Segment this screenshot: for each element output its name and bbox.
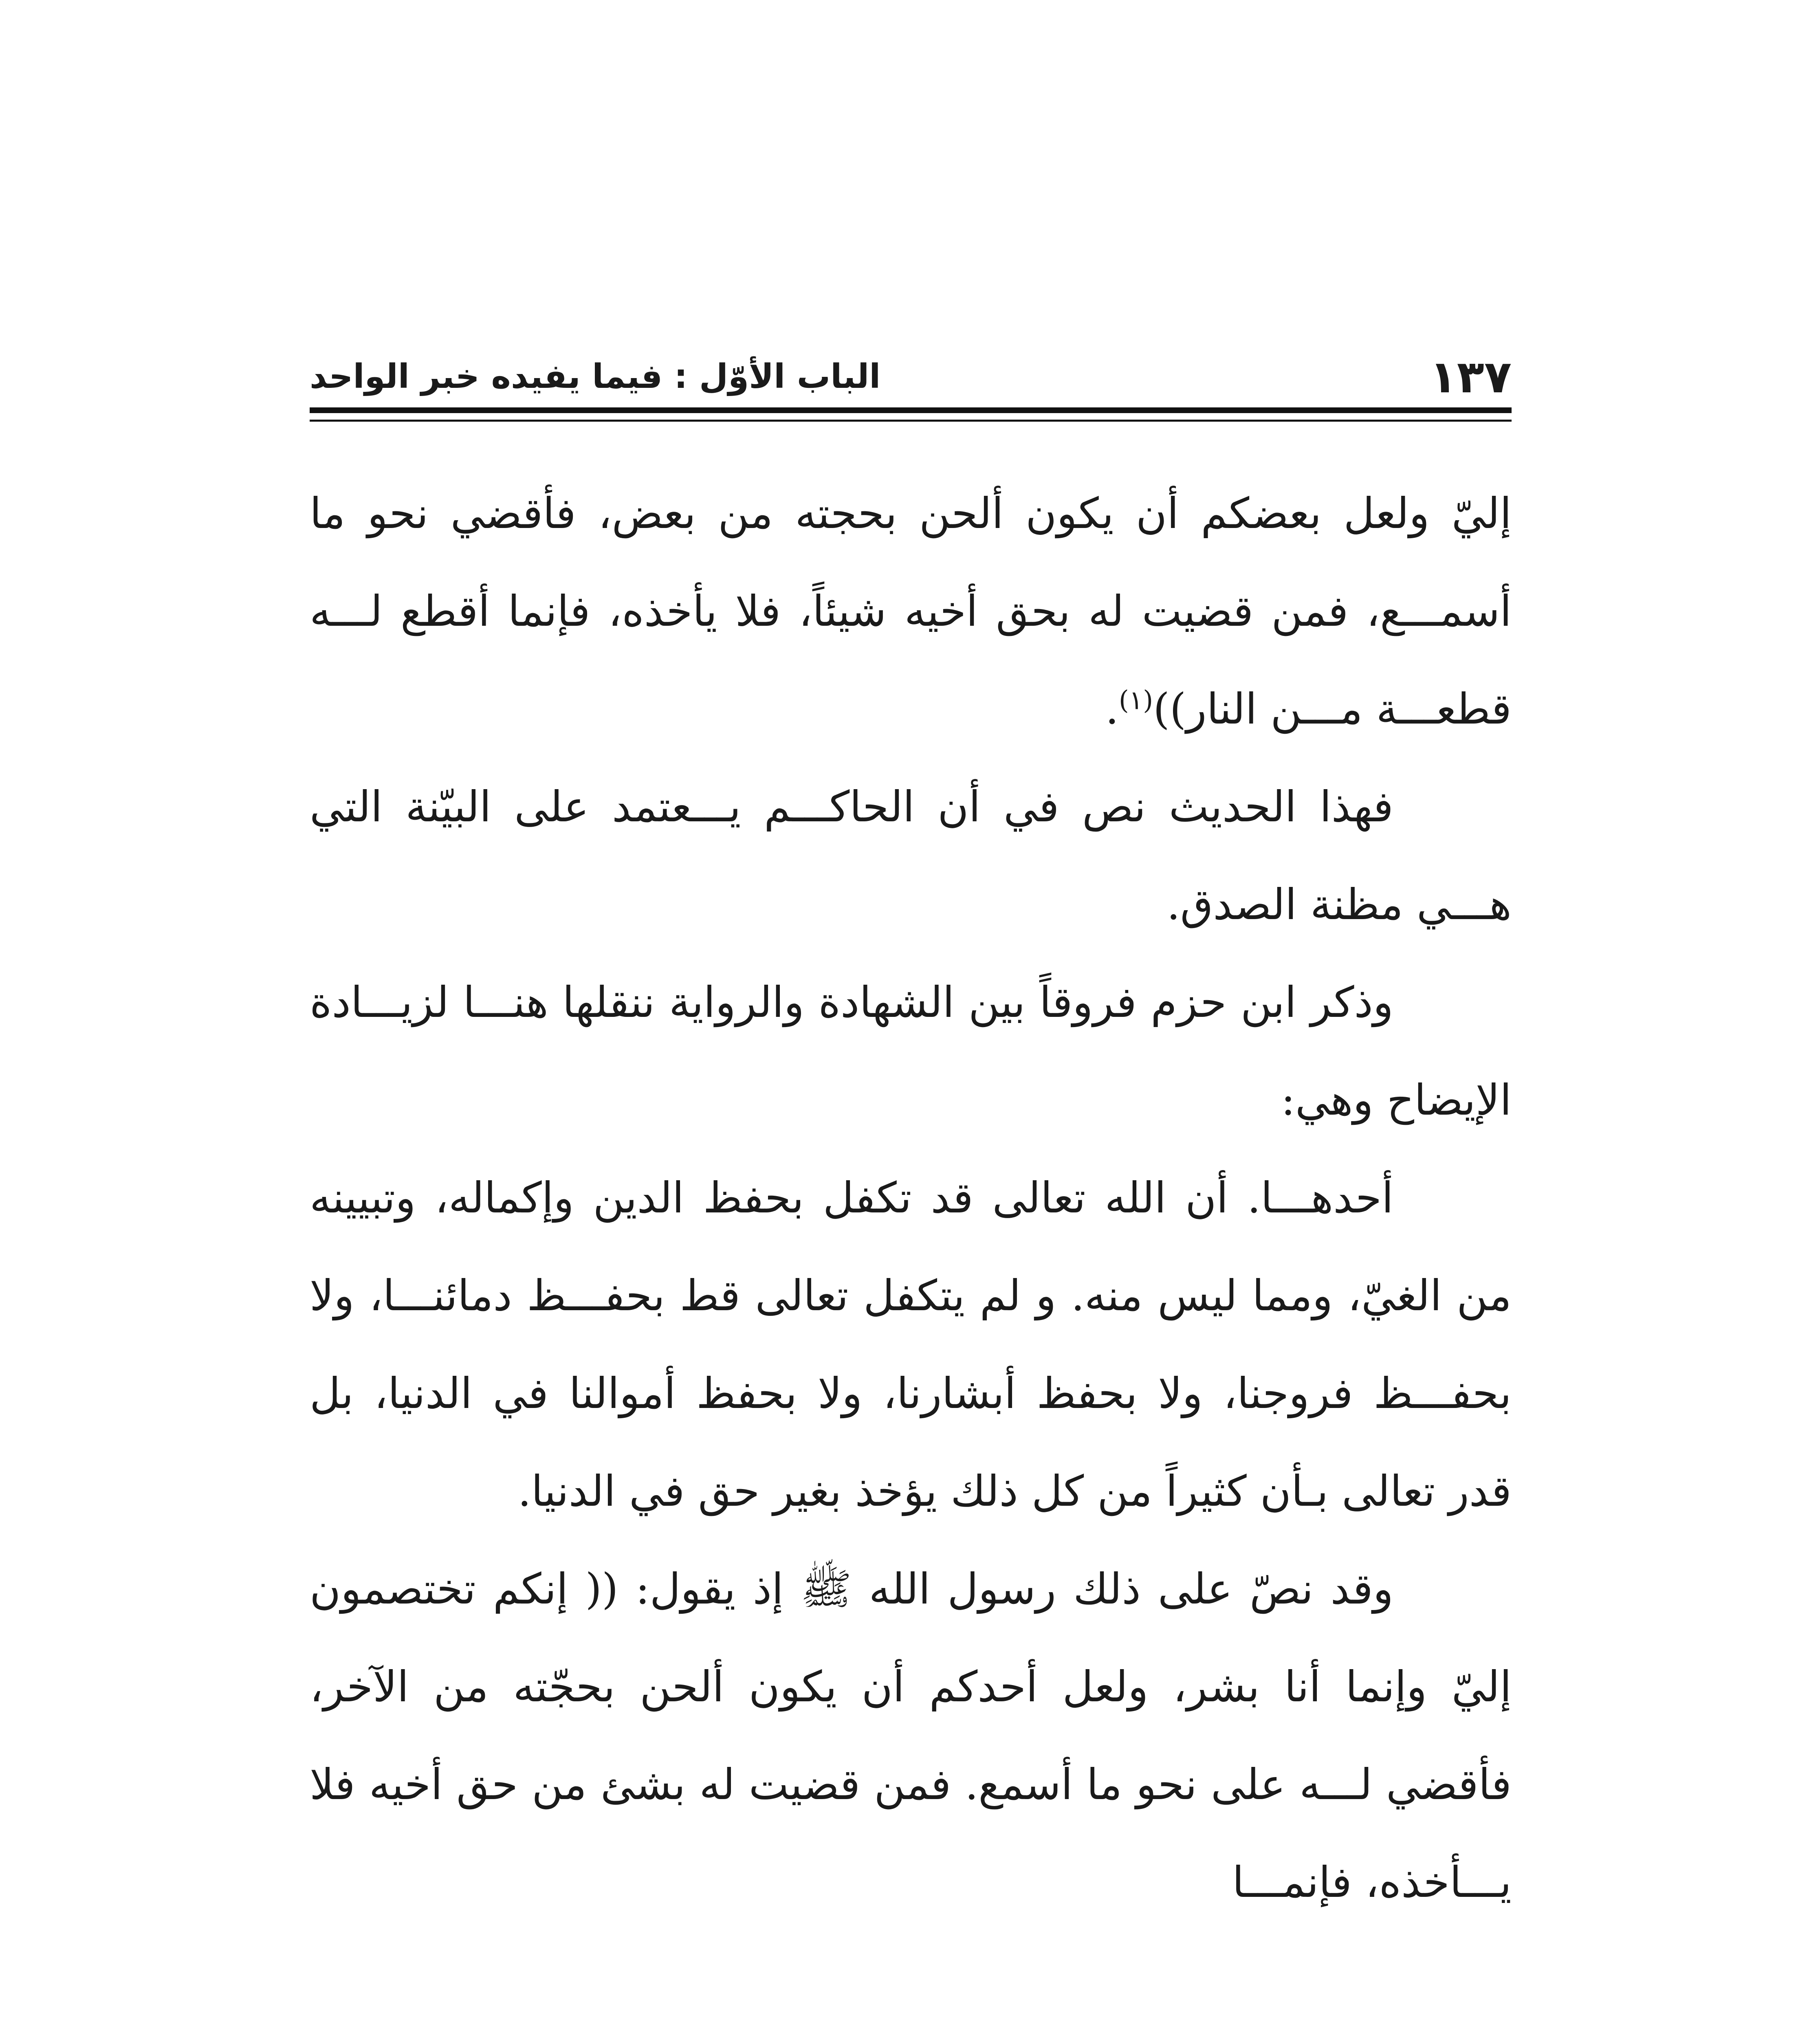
paragraph-first-difference: أحدهـــا. أن الله تعالى قد تكفل بحفظ الدين وإكماله، وتبيينه من الغيّ، ومما ليس منه. و لم يتكفل تعالى قط بحفـــظ دمائنـــا، ولا بحفـــظ فروجنا، ولا بحفظ أبشارنا، ولا بحفظ أموالنا في الدنيا، بل قدر تعالى بـأن كثيراً من كل ذلك يؤخذ بغير حق في الدنيا. <box>310 1173 1512 1516</box>
page-number: ١٣٧ <box>1429 351 1512 403</box>
running-title: الباب الأوّل : فيما يفيده خبر الواحد <box>310 357 881 396</box>
paragraph-ibn-hazm: وذكر ابن حزم فروقاً بين الشهادة والرواية ننقلها هنـــا لزيـــادة الإيضاح وهي: <box>310 977 1512 1125</box>
paragraph-text: إليّ ولعل بعضكم أن يكون ألحن بحجته من بعض، فأقضي نحو ما أسمـــع، فمن قضيت له بحق أخيه شيئاً، فلا يأخذه، فإنما أقطع لـــه قطعـــة مـــن النار)) <box>310 488 1512 734</box>
paragraph-tail: . <box>1105 684 1119 734</box>
footnote-reference: (١) <box>1118 685 1153 716</box>
header-rule-thick <box>310 407 1512 413</box>
paragraph-prophet-quote: وقد نصّ على ذلك رسول الله ﷺ إذ يقول: (( إنكم تختصمون إليّ وإنما أنا بشر، ولعل أحدكم أن يكون ألحن بحجّته من الآخر، فأقضي لـــه على نحو ما أسمع. فمن قضيت له بشئ من حق أخيه فلا يـــأخذه، فإنمـــا <box>310 1564 1512 1907</box>
paragraph-hadith-continuation <box>310 464 1512 758</box>
running-header <box>310 346 1512 407</box>
body-text <box>310 464 1512 1931</box>
header-rule-thin <box>310 420 1512 422</box>
paragraph-evidence: فهذا الحديث نص في أن الحاكـــم يـــعتمد على البيّنة التي هـــي مظنة الصدق. <box>310 782 1512 929</box>
